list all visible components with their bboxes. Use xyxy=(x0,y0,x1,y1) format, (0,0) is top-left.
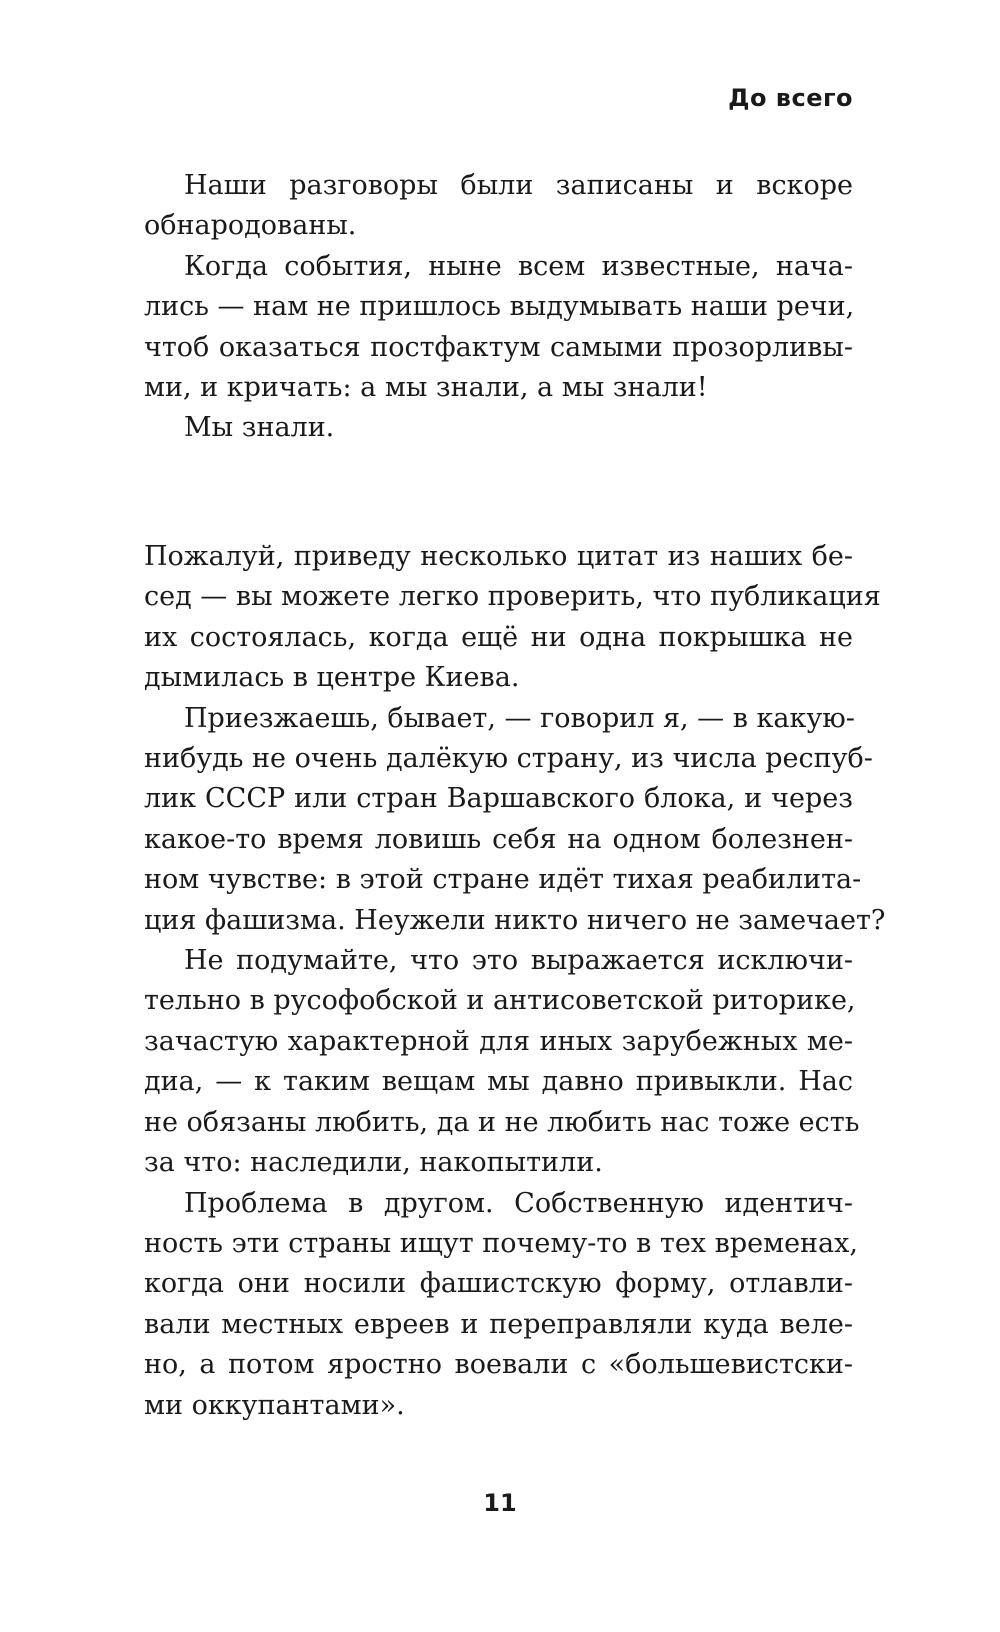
text-line: не обязаны любить, да и не любить нас тоже есть xyxy=(144,1106,860,1138)
paragraph xyxy=(104,247,853,409)
text-block-2 xyxy=(104,537,886,1426)
text-line: лись — нам не пришлось выдумывать наши речи, xyxy=(144,291,855,323)
text-line: Не подумайте, что это выражается исключи- xyxy=(184,945,853,977)
text-line: ность эти страны ищут почему-то в тех временах, xyxy=(144,1227,858,1259)
text-line: чтоб оказаться постфактум самыми прозорливы- xyxy=(144,331,853,363)
text-line: вали местных евреев и переправляли куда веле- xyxy=(144,1308,853,1340)
text-line: Проблема в другом. Собственную идентич- xyxy=(184,1187,853,1219)
text-line: тельно в русофобской и антисоветской риторике, xyxy=(144,985,856,1017)
text-line: лик СССР или стран Варшавского блока, и через xyxy=(144,783,853,815)
paragraph xyxy=(104,941,860,1183)
running-head: До всего xyxy=(728,84,853,112)
text-line: нибудь не очень далёкую страну, из числа респуб- xyxy=(144,743,873,775)
text-line: Мы знали. xyxy=(184,412,335,444)
text-line: Приезжаешь, бывает, — говорил я, — в какую- xyxy=(184,702,855,734)
paragraph xyxy=(104,537,881,699)
text-line: но, а потом яростно воевали с «большевистски- xyxy=(144,1349,853,1381)
text-line: их состоялась, когда ещё ни одна покрышка не xyxy=(144,621,853,653)
text-block-1 xyxy=(104,166,853,449)
text-line: зачастую характерной для иных зарубежных ме- xyxy=(144,1025,853,1057)
text-line: Когда события, ныне всем известные, нача- xyxy=(184,250,853,282)
paragraph xyxy=(104,699,886,941)
text-line: когда они носили фашистскую форму, отлавли- xyxy=(144,1268,853,1300)
text-line: за что: наследили, накопытили. xyxy=(144,1147,603,1179)
text-line: ми оккупантами». xyxy=(144,1389,405,1421)
text-line: сед — вы можете легко проверить, что публикация xyxy=(144,581,881,613)
text-line: Наши разговоры были записаны и вскоре xyxy=(184,170,853,201)
text-line: дымилась в центре Киева. xyxy=(144,662,520,694)
paragraph xyxy=(104,408,853,448)
text-line: Пожалуй, приведу несколько цитат из наших бе- xyxy=(144,541,853,572)
text-line: ция фашизма. Неужели никто ничего не замечает? xyxy=(144,904,886,936)
page-number: 11 xyxy=(483,1489,517,1517)
text-line: обнародованы. xyxy=(144,210,357,242)
text-line: диа, — к таким вещам мы давно привыкли. Нас xyxy=(144,1066,853,1098)
text-line: какое-то время ловишь себя на одном болезнен- xyxy=(144,823,853,855)
text-line: ном чувстве: в этой стране идёт тихая реабилита- xyxy=(144,864,862,896)
text-line: ми, и кричать: а мы знали, а мы знали! xyxy=(144,372,708,404)
paragraph xyxy=(104,1184,858,1426)
paragraph xyxy=(104,166,853,247)
